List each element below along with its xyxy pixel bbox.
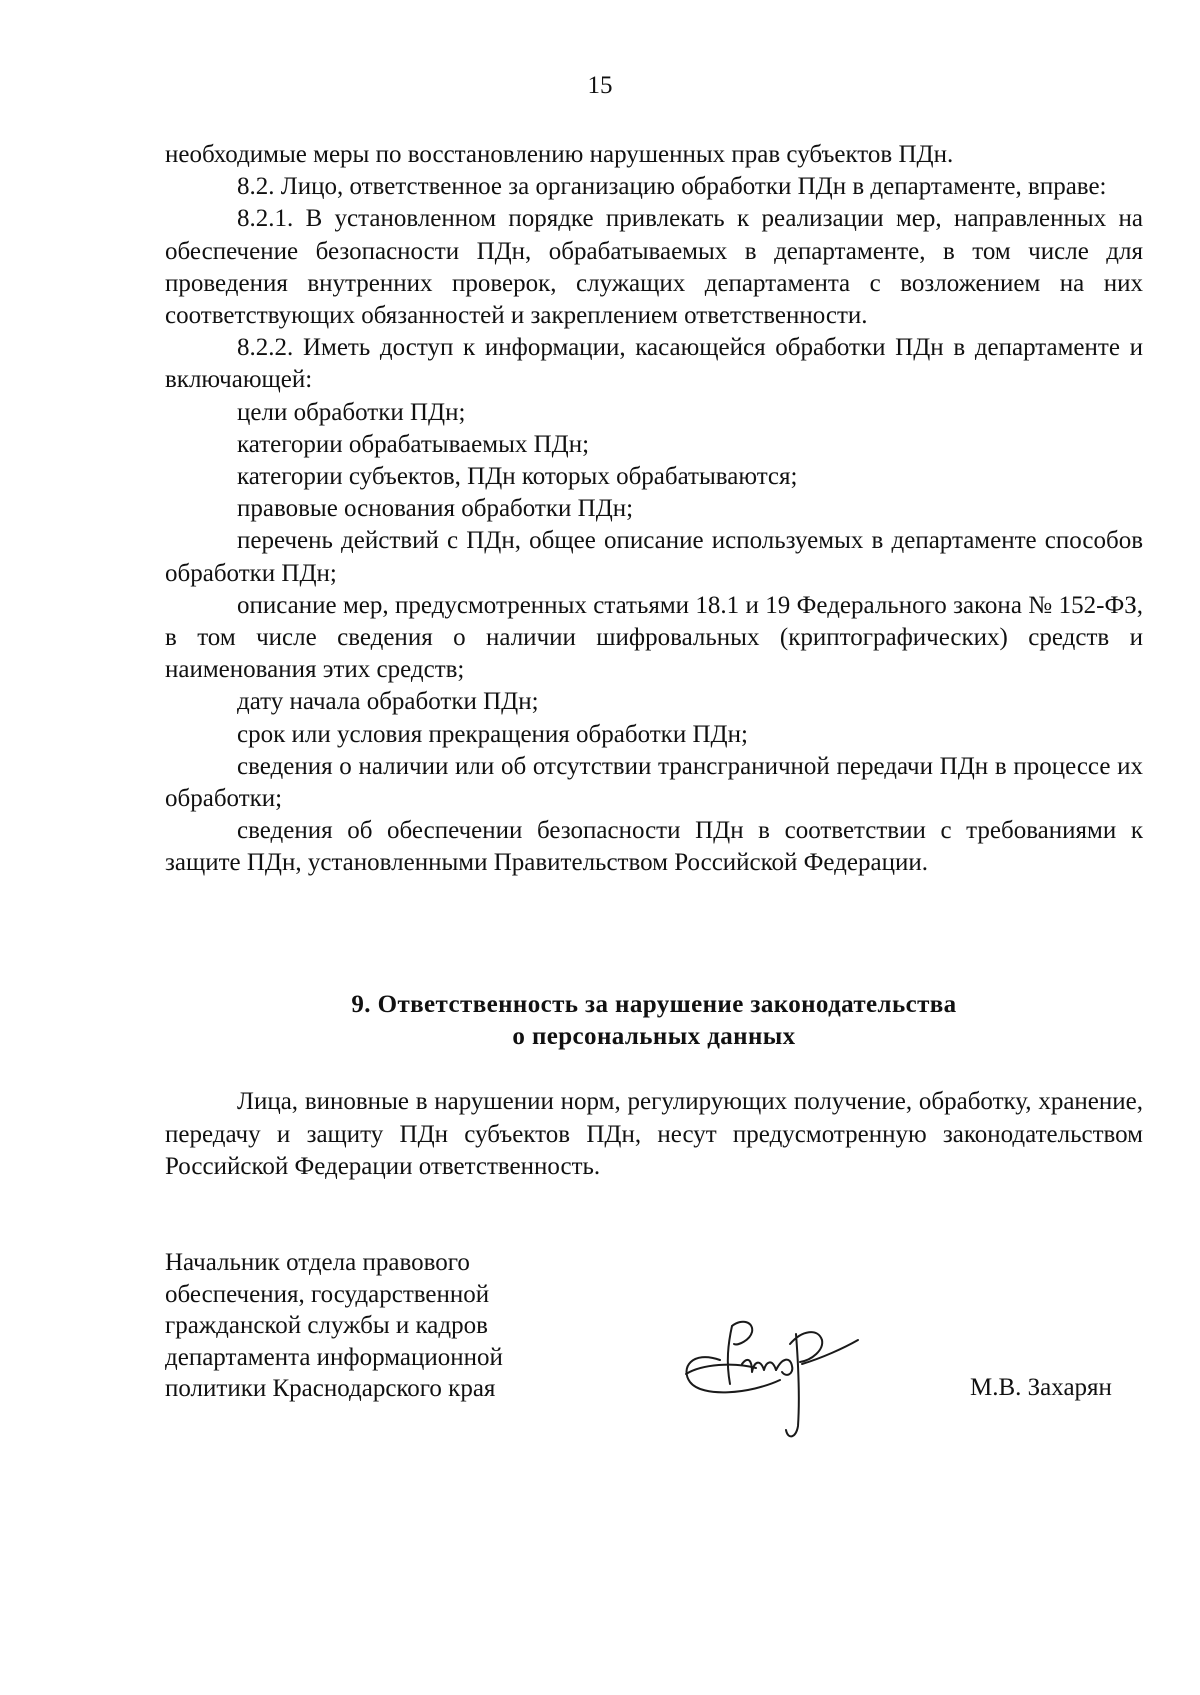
list-item: правовые основания обработки ПДн; — [237, 495, 634, 523]
list-item: категории субъектов, ПДн которых обрабатываются; — [237, 463, 798, 491]
paragraph-8-2-1: 8.2.1. В установленном порядке привлекать к реализации мер, направленных на обеспечение безопасности ПДн, обрабатываемых в департаменте, в том числе для проведения внутренних проверок, служащих департамента с возложением на них соответствующих обязанностей и закреплением ответственности. — [165, 205, 1143, 330]
section-heading — [165, 989, 1143, 1053]
signer-title-line: Начальник отдела правового — [165, 1249, 470, 1276]
list-item: перечень действий с ПДн, общее описание используемых в департаменте способов обработки ПДн; — [165, 527, 1143, 587]
signer-name: М.В. Захарян — [970, 1374, 1112, 1401]
paragraph-8-2: 8.2. Лицо, ответственное за организацию обработки ПДн в департаменте, вправе: — [237, 173, 1107, 201]
section-body — [165, 1086, 1143, 1184]
list-item: категории обрабатываемых ПДн; — [237, 430, 590, 458]
page-number: 15 — [587, 72, 613, 99]
list-item: срок или условия прекращения обработки ПДн; — [237, 720, 748, 748]
signer-title-line: департамента информационной — [165, 1343, 503, 1371]
paragraph-continuation: необходимые меры по восстановлению нарушенных прав субъектов ПДн. — [165, 141, 954, 168]
signer-title-line: политики Краснодарского края — [165, 1375, 496, 1402]
section-heading-line-2: о персональных данных — [512, 1023, 796, 1050]
signer-title-line: обеспечения, государственной — [165, 1280, 490, 1308]
signer-title — [165, 1247, 585, 1405]
list-item: дату начала обработки ПДн; — [237, 688, 539, 716]
list-item: сведения об обеспечении безопасности ПДн в соответствии с требованиями к защите ПДн, установленными Правительством Российской Федерации. — [165, 817, 1143, 877]
section-heading-line-1: 9. Ответственность за нарушение законодательства — [351, 991, 957, 1018]
signer-title-line: гражданской службы и кадров — [165, 1312, 488, 1339]
section-paragraph: Лица, виновные в нарушении норм, регулирующих получение, обработку, хранение, передачу и защиту ПДн субъектов ПДн, несут предусмотренную законодательством Российской Федерации ответственность. — [165, 1088, 1143, 1180]
list-item: сведения о наличии или об отсутствии трансграничной передачи ПДн в процессе их обработки; — [165, 752, 1143, 813]
document-body — [165, 139, 1143, 880]
handwritten-signature-icon — [672, 1300, 862, 1450]
list-item: описание мер, предусмотренных статьями 18.1 и 19 Федерального закона № 152-ФЗ, в том числе сведения о наличии шифровальных (криптографических) средств и наименования этих средств; — [165, 591, 1143, 684]
paragraph-8-2-2: 8.2.2. Иметь доступ к информации, касающейся обработки ПДн в департаменте и включающей: — [165, 334, 1143, 394]
list-item: цели обработки ПДн; — [237, 398, 466, 426]
